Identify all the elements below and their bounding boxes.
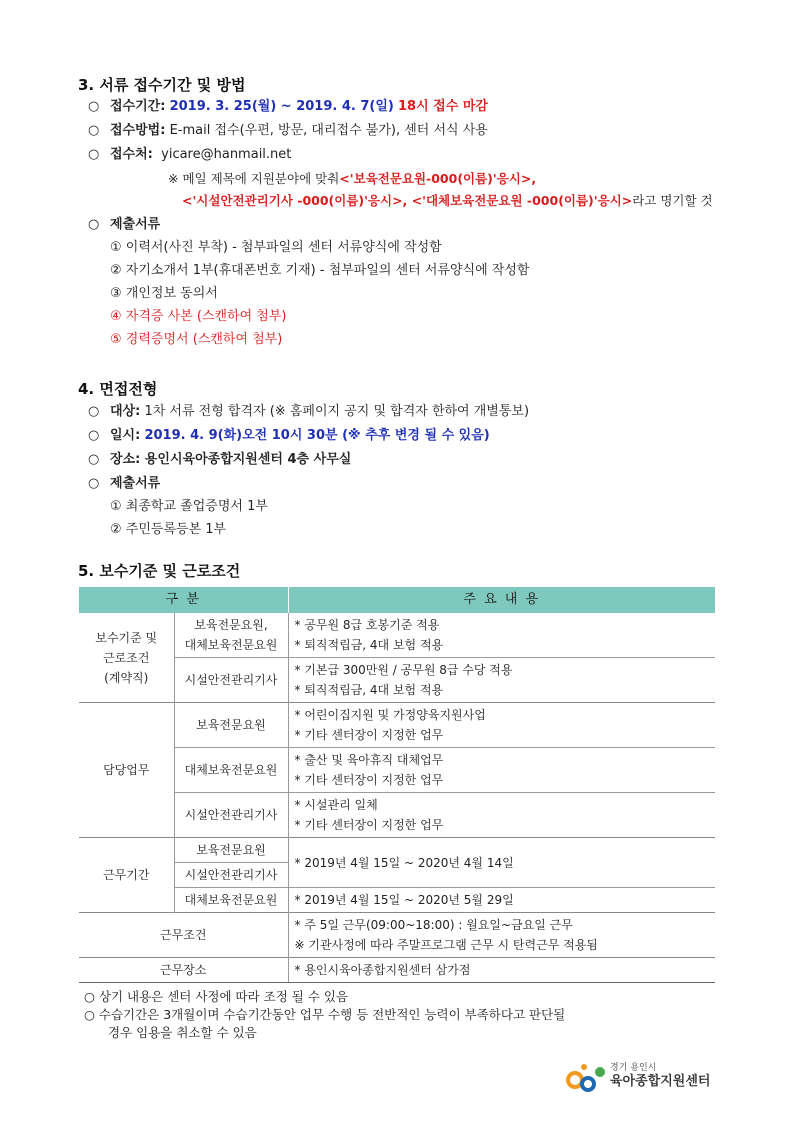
pay-category-cell xyxy=(79,613,174,703)
sub-line: 보육전문요원, xyxy=(194,618,268,632)
doc-item: ③ 개인정보 동의서 xyxy=(110,286,218,301)
doc-item: ② 자기소개서 1부(휴대폰번호 기재) - 첨부파일의 센터 서류양식에 작성함 xyxy=(110,263,530,278)
detail-line: * 퇴직적립금, 4대 보험 적용 xyxy=(294,638,444,652)
pay-category-line: (계약직) xyxy=(104,670,149,685)
circle-bullet-icon: ○ xyxy=(88,452,100,467)
table-row xyxy=(79,913,715,958)
interview-place-line xyxy=(88,451,351,469)
target-label: 대상: xyxy=(110,404,141,419)
circle-bullet-icon: ○ xyxy=(88,217,100,232)
pay-detail-cell xyxy=(288,613,715,658)
work-cond-category-cell: 근무조건 xyxy=(79,913,288,958)
period-sub-cell: 시설안전관리기사 xyxy=(174,863,288,888)
mail-note-prefix: ※ 메일 제목에 지원분야에 맞춰 xyxy=(168,171,340,186)
period-value: 2019. 3. 25(월) ~ 2019. 4. 7(일) xyxy=(169,99,394,114)
section-4-title: 4. 면접전형 xyxy=(78,380,158,398)
work-place-category-cell: 근무장소 xyxy=(79,958,288,983)
work-cond-detail-cell xyxy=(288,913,715,958)
circle-bullet-icon: ○ xyxy=(88,123,100,138)
pay-sub-cell xyxy=(174,613,288,658)
detail-line: * 퇴직적립금, 4대 보험 적용 xyxy=(294,683,444,697)
period-sub-cell: 대체보육전문요원 xyxy=(174,888,288,913)
duty-category-cell: 담당업무 xyxy=(79,703,174,838)
method-value: E-mail 접수(우편, 방문, 대리접수 불가), 센터 서식 사용 xyxy=(169,123,488,138)
docs-heading xyxy=(88,216,160,234)
duty-sub-cell: 보육전문요원 xyxy=(174,703,288,748)
note-line: ○ 수습기간은 3개월이며 수습기간동안 업무 수행 등 전반적인 능력이 부족하다고 판단될 xyxy=(84,1007,566,1022)
header-category: 구 분 xyxy=(79,587,288,613)
detail-line: * 시설관리 일체 xyxy=(294,798,378,812)
date-value: 2019. 4. 9(화)오전 10시 30분 (※ 추후 변경 될 수 있음) xyxy=(144,428,490,443)
logo-main-text: 육아종합지원센터 xyxy=(610,1074,711,1089)
place-label: 접수처: xyxy=(110,147,153,162)
table-row xyxy=(79,793,715,838)
table-row xyxy=(79,613,715,658)
method-line xyxy=(88,122,488,140)
mail-note-line-2 xyxy=(182,192,713,210)
interview-docs-heading xyxy=(88,475,160,493)
doc-item-red: ④ 자격증 사본 (스캔하여 첨부) xyxy=(110,309,287,324)
detail-line: * 공무원 8급 호봉기준 적용 xyxy=(294,618,440,632)
table-row xyxy=(79,888,715,913)
note-line: 경우 임용을 취소할 수 있음 xyxy=(108,1025,257,1040)
detail-line: * 출산 및 육아휴직 대체업무 xyxy=(294,753,444,767)
circle-bullet-icon: ○ xyxy=(88,147,100,162)
email-address[interactable]: yicare@hanmail.net xyxy=(161,147,292,162)
detail-line: * 기타 센터장이 지정한 업무 xyxy=(294,728,444,742)
table-row xyxy=(79,748,715,793)
table-row xyxy=(79,958,715,983)
detail-line: * 어린이집지원 및 가정양육지원사업 xyxy=(294,708,486,722)
target-line xyxy=(88,403,529,421)
duty-detail-cell xyxy=(288,748,715,793)
pay-detail-cell xyxy=(288,658,715,703)
circle-bullet-icon: ○ xyxy=(88,99,100,114)
logo-mark-icon xyxy=(566,1058,610,1094)
detail-line: * 기본급 300만원 / 공무원 8급 수당 적용 xyxy=(294,663,513,677)
detail-line: * 주 5일 근무(09:00~18:00) : 월요일~금요일 근무 xyxy=(294,918,573,932)
conditions-table xyxy=(79,587,715,983)
duty-sub-cell: 대체보육전문요원 xyxy=(174,748,288,793)
mail-note-red-2: <'시설안전관리기사 -000(이름)'응시>, <'대체보육전문요원 -000(이름)'응시> xyxy=(182,193,633,208)
period-sub-cell: 보육전문요원 xyxy=(174,838,288,863)
interview-doc-item: ① 최종학교 졸업증명서 1부 xyxy=(110,499,268,514)
work-place-detail-cell: * 용인시육아종합지원센터 삼가점 xyxy=(288,958,715,983)
pay-category-line: 보수기준 및 xyxy=(95,630,158,645)
table-row xyxy=(79,703,715,748)
mail-note-suffix: 라고 명기할 것 xyxy=(632,193,713,208)
method-label: 접수방법: xyxy=(110,123,166,138)
mail-note-red-1: <'보육전문요원-000(이름)'응시>, xyxy=(339,171,537,186)
table-row xyxy=(79,838,715,863)
sub-line: 대체보육전문요원 xyxy=(184,638,278,652)
interview-docs-label: 제출서류 xyxy=(110,476,161,491)
detail-line: * 기타 센터장이 지정한 업무 xyxy=(294,773,444,787)
note-line: ○ 상기 내용은 센터 사정에 따라 조정 될 수 있음 xyxy=(84,989,349,1004)
date-label: 일시: xyxy=(110,428,141,443)
circle-bullet-icon: ○ xyxy=(88,428,100,443)
period-detail-cell: * 2019년 4월 15일 ~ 2020년 4월 14일 xyxy=(288,838,715,888)
period-line xyxy=(88,98,488,116)
date-line xyxy=(88,427,490,445)
period-label: 접수기간: xyxy=(110,99,166,114)
circle-bullet-icon: ○ xyxy=(88,404,100,419)
place-line xyxy=(88,146,291,164)
period-deadline: 18시 접수 마감 xyxy=(398,99,488,114)
docs-label: 제출서류 xyxy=(110,217,161,232)
duty-sub-cell: 시설안전관리기사 xyxy=(174,793,288,838)
detail-line: * 기타 센터장이 지정한 업무 xyxy=(294,818,444,832)
period-category-cell: 근무기간 xyxy=(79,838,174,913)
logo-small-text: 경기 용인시 xyxy=(610,1063,657,1073)
circle-bullet-icon: ○ xyxy=(88,476,100,491)
doc-item: ① 이력서(사진 부착) - 첨부파일의 센터 서류양식에 작성함 xyxy=(110,240,442,255)
doc-item-red: ⑤ 경력증명서 (스캔하여 첨부) xyxy=(110,332,283,347)
detail-line: ※ 기관사정에 따라 주말프로그램 근무 시 탄력근무 적용됨 xyxy=(294,938,598,952)
table-row xyxy=(79,658,715,703)
pay-category-line: 근로조건 xyxy=(103,650,150,665)
header-content: 주 요 내 용 xyxy=(288,587,715,613)
interview-doc-item: ② 주민등록등본 1부 xyxy=(110,522,227,537)
target-value: 1차 서류 전형 합격자 (※ 홈페이지 공지 및 합격자 한하여 개별통보) xyxy=(144,404,530,419)
duty-detail-cell xyxy=(288,793,715,838)
section-5-title: 5. 보수기준 및 근로조건 xyxy=(78,562,241,580)
table-header-row xyxy=(79,587,715,613)
section-3-title: 3. 서류 접수기간 및 방법 xyxy=(78,76,246,94)
duty-detail-cell xyxy=(288,703,715,748)
interview-place: 장소: 용인시육아종합지원센터 4층 사무실 xyxy=(110,452,352,467)
mail-note-line-1 xyxy=(168,170,536,188)
period-detail-cell: * 2019년 4월 15일 ~ 2020년 5월 29일 xyxy=(288,888,715,913)
pay-sub-cell: 시설안전관리기사 xyxy=(174,658,288,703)
